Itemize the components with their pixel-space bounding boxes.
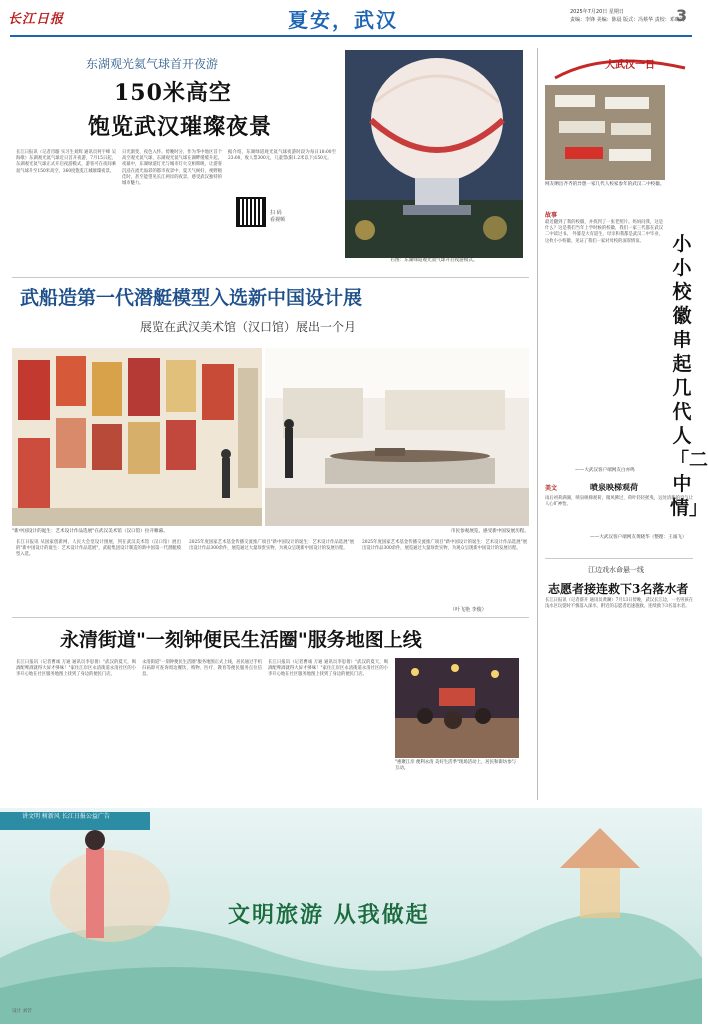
balloon-body-col1 <box>16 150 116 275</box>
wsg-byline: （叶飞艳 李俊） <box>450 607 487 613</box>
wsg-body1-cont: 2025年度国家艺术基金传播交流推广项目"新中国设计的诞生：艺术设计作品选展"展出设计作品300余件，展览通过大量珍贵实物，为观众呈现新中国设计的发展历程。 <box>362 540 527 552</box>
label-story: 故事 <box>545 212 558 219</box>
balloon-body-col3 <box>228 150 336 195</box>
banner-slogan: 文明旅游 从我做起 <box>228 902 430 928</box>
yongqing-body1: 长江日报讯（记者曹诚 万通 通讯员李思倩）"武汉的夏天，喝酒配啤酒就得大屏才够味！"家住江岸区永清街道永清社区的小李开心地在社区服务地图上找到了身边的便民门店。 <box>16 660 136 678</box>
school-badge-body2: 外婆是大有道生，母亲和我都是武汉二中毕业，这枚小小校徽，见证了我们一家对母校的深厚情谊。 <box>545 232 663 244</box>
exhibition-hall-illustration <box>265 348 529 526</box>
yongqing-photo <box>395 658 519 758</box>
school-badge-title: 小小校徽串起几代人「二中情」 <box>670 233 708 519</box>
divider <box>545 558 693 559</box>
balloon-subtitle: 东湖观光氦气球首开夜游 <box>86 57 219 71</box>
rescue-text: 长江日报讯（记者蔡开 通讯员黄澜）7月13日傍晚，武汉长江边，一名男孩在浅水区玩耍时不慎落入深水，附近的志愿者迅速施救，连续救下3名落水者。 <box>545 598 693 610</box>
yongqing-body-col1 <box>16 660 136 800</box>
balloon-illustration <box>345 50 523 258</box>
qr-label-line1: 扫 码 <box>270 210 282 216</box>
rescue-body <box>545 598 693 800</box>
qr-label <box>270 210 285 224</box>
school-badge-body <box>545 220 663 465</box>
balloon-body2: 日光渐变，夜色入怀。傍晚时分，作为华中地区首个高空观光氦气球，东湖观光氦气球在湖畔缓缓升起。夜幕中，东湖绿道灯光与城市灯火交相辉映，让游客沉浸在流光溢彩的都市夜景中，夏天气候好，视野极佳时，甚至能望见长江两岸的夜景，感受武汉独特的城市魅力。 <box>122 150 222 187</box>
balloon-body1: 长江日报讯（记者肖璇 实习生刘辉 通讯员何宇峰 吴海歌）东湖观光氦气球近日首开夜游，7月15日起，东湖观光氦气球正式开启夜游模式，游客可在夜间乘氦气球升至150米高空，360度饱览江城璀璨夜景。 <box>16 150 116 174</box>
school-badge-photo <box>545 85 665 180</box>
header-info <box>570 6 688 25</box>
wsg-caption-1: "新中国设计的诞生：艺术设计作品选展"在武汉美术馆（汉口馆）拉开帷幕。 <box>12 529 168 534</box>
newspaper-logo: 长江日报 <box>8 12 65 27</box>
rescue-subtitle: 江边戏水命悬一线 <box>588 566 644 574</box>
yongqing-caption: "惠聚江岸 便利永清 美好生活季"现场活动上，居民和街坊参与互动。 <box>395 760 516 771</box>
qr-label-line2: 看视频 <box>270 217 286 223</box>
banner-strip-text: 讲文明 树新风 长江日报公益广告 <box>22 813 110 820</box>
divider <box>12 277 529 278</box>
column-rule <box>537 48 538 800</box>
yongqing-body-col3 <box>268 660 388 800</box>
header-date: 2025年7月20日 星期日 <box>570 9 624 15</box>
wsg-caption-2: 市民参观展览，感受新中国发展历程。 <box>450 529 529 534</box>
header-editors: 责编：李锋 美编：陈晨 版式：冯蔡华 责校：邓晓霞 <box>570 17 685 23</box>
essay-title: 喷泉映梯观荷 <box>590 482 638 492</box>
wsg-body-col2 <box>189 540 354 620</box>
section-title: 夏安，武汉 <box>288 8 398 32</box>
crowd-illustration <box>395 658 519 758</box>
balloon-title-line2: 饱览武汉璀璨夜景 <box>88 114 273 140</box>
wsg-body2: 2025年度国家艺术基金传播交流推广项目"新中国设计的诞生：艺术设计作品选展"展出设计作品300余件，展览通过大量珍贵实物，为观众呈现新中国设计的发展历程。 <box>189 540 354 552</box>
daily-column-logo <box>545 48 695 88</box>
wsg-body-col3 <box>362 540 527 612</box>
qr-code[interactable] <box>236 197 266 227</box>
badges-illustration <box>545 85 665 180</box>
wsg-body-col1 <box>16 540 181 620</box>
yongqing-body2-cont: 长江日报讯（记者曹诚 万通 通讯员李思倩）"武汉的夏天，喝酒配啤酒就得大屏才够味！"家住江岸区永清街道永清社区的小李开心地在社区服务地图上找到了身边的便民门店。 <box>268 660 388 678</box>
school-badge-byline: ——大武汉客户端网友白亦鸣 <box>575 468 635 473</box>
wsg-title: 武船造第一代潜艇模型入选新中国设计展 <box>20 287 363 309</box>
column-logo-text: 大武汉一日 <box>605 60 655 71</box>
school-badge-caption: 网友晒出齐齐的异想一家几代人校家参年的武汉二中校徽。 <box>545 182 665 187</box>
essay-text: 雨后初荷满湖，喷泉映梯观荷，微风拂过，荷叶轻轻摇曳，远处清新的空气让人心旷神怡。 <box>545 496 693 508</box>
balloon-caption: 右图：东湖绿道观光氦气球开启夜游模式。 <box>390 258 478 263</box>
wsg-body1: 长江日报讯 从国家创新网、人民大会堂设计围展，到在武汉美术馆（汉口馆）展出的"新中国设计的诞生：艺术设计作品选展"，武船集团设计制造的新中国第一代潜艇模型入选。 <box>16 540 181 558</box>
posters-illustration <box>12 348 262 526</box>
school-badge-body1: 最近翻到了我的校徽，并找到了一张老照片。妈妈问我，这是什么？这是我们当年上学时候的校徽，我们一家三代都在武汉二中读过书。 <box>545 220 663 238</box>
rescue-title: 志愿者接连救下3名落水者 <box>548 582 689 596</box>
label-essay: 美文 <box>545 485 558 492</box>
balloon-body-col2 <box>122 150 222 275</box>
yongqing-title: 永清街道"一刻钟便民生活圈"服务地图上线 <box>60 629 422 651</box>
divider <box>12 617 529 618</box>
wsg-exhibition-photo <box>12 348 262 526</box>
balloon-photo <box>345 50 523 258</box>
essay-byline: ——大武汉客户端网友黄晓华（整理：王诚飞） <box>590 535 687 540</box>
banner-credit: 设计 刘若 <box>12 1009 32 1014</box>
balloon-body3: 据介绍，东湖绿道观光氦气球夜游时段为每日18:00至23:00，收人票300元，儿童票(限1.2米以下)150元。 <box>228 150 336 162</box>
yongqing-body-col2 <box>142 660 262 800</box>
wsg-subtitle: 展览在武汉美术馆（汉口馆）展出一个月 <box>140 320 357 334</box>
essay-body <box>545 496 693 534</box>
wsg-model-photo <box>265 348 529 526</box>
yongqing-body2: 永清街道"一刻钟便民生活圈"服务地图正式上线，居民通过手机扫码即可查询周边餐饮、购物、医疗、教育等便民服务点位信息。 <box>142 660 262 678</box>
balloon-title-line1: 150米高空 <box>114 80 232 106</box>
header-rule <box>10 35 692 37</box>
page-number: 3 <box>676 6 688 25</box>
